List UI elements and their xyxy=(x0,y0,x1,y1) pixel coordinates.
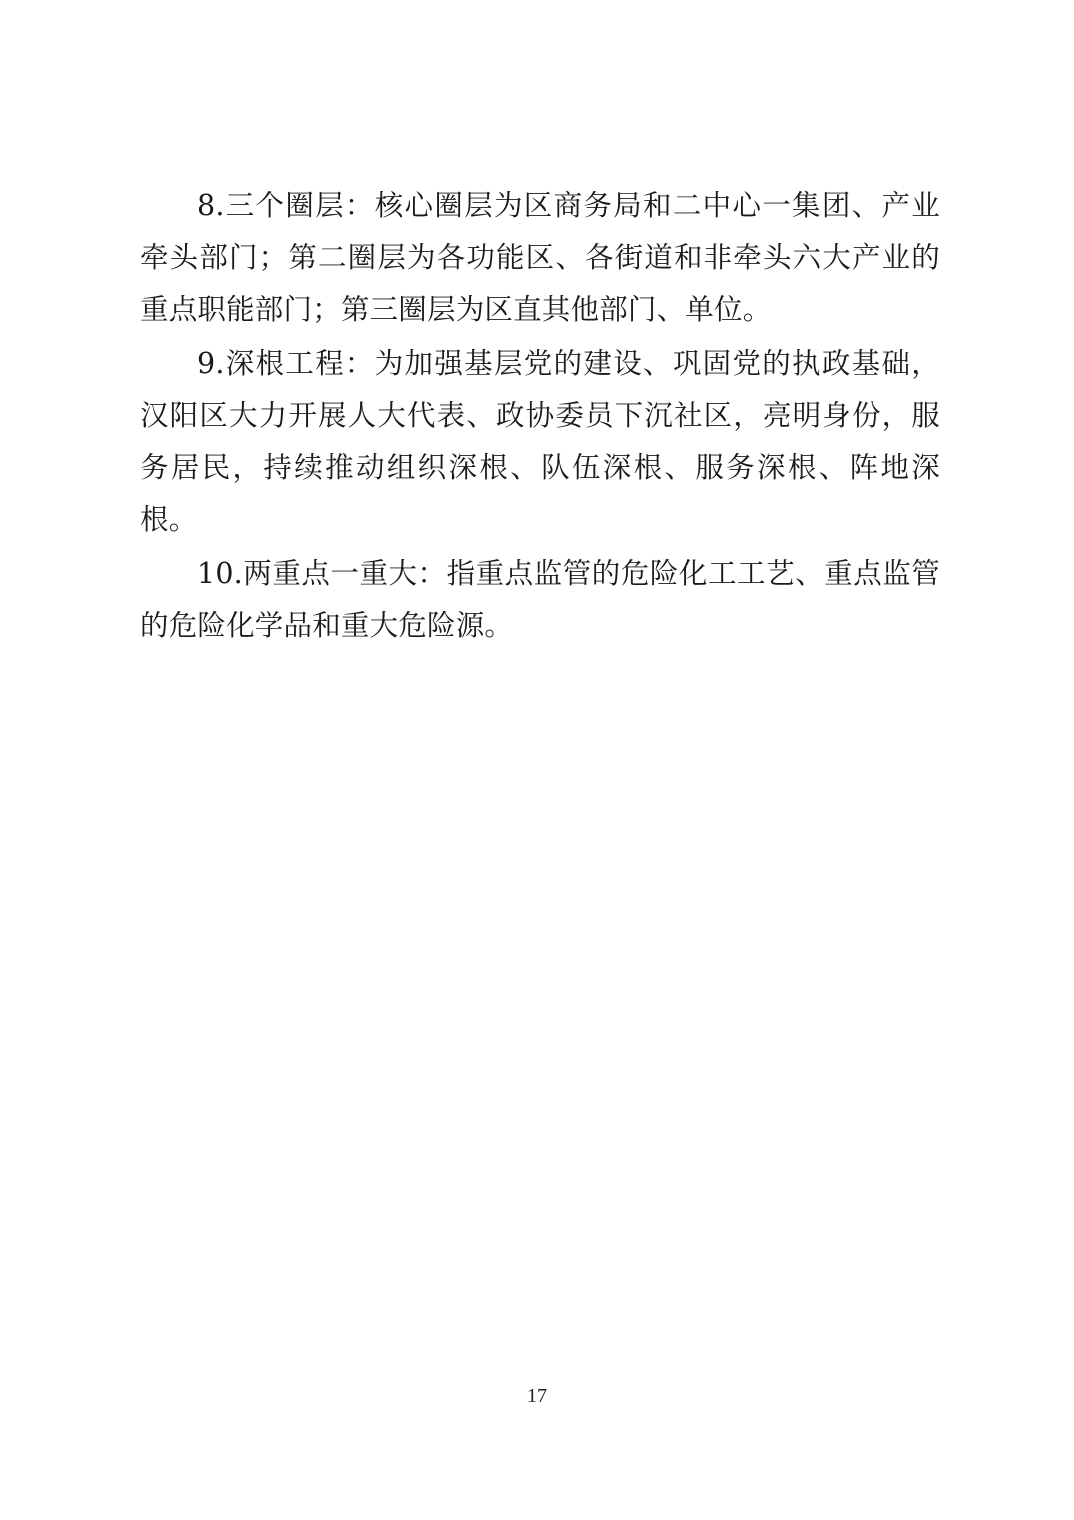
paragraph-item-10: 10.两重点一重大：指重点监管的危险化工工艺、重点监管的危险化学品和重大危险源。 xyxy=(140,557,940,642)
page-number: 17 xyxy=(527,1385,547,1407)
paragraph-item-9: 9.深根工程：为加强基层党的建设、巩固党的执政基础，汉阳区大力开展人大代表、政协委员下沉社区，亮明身份，服务居民，持续推动组织深根、队伍深根、服务深根、阵地深根。 xyxy=(140,347,940,536)
document-body xyxy=(140,180,940,654)
paragraph-item-8: 8.三个圈层：核心圈层为区商务局和二中心一集团、产业牵头部门；第二圈层为各功能区、各街道和非牵头六大产业的重点职能部门；第三圈层为区直其他部门、单位。 xyxy=(140,189,940,326)
